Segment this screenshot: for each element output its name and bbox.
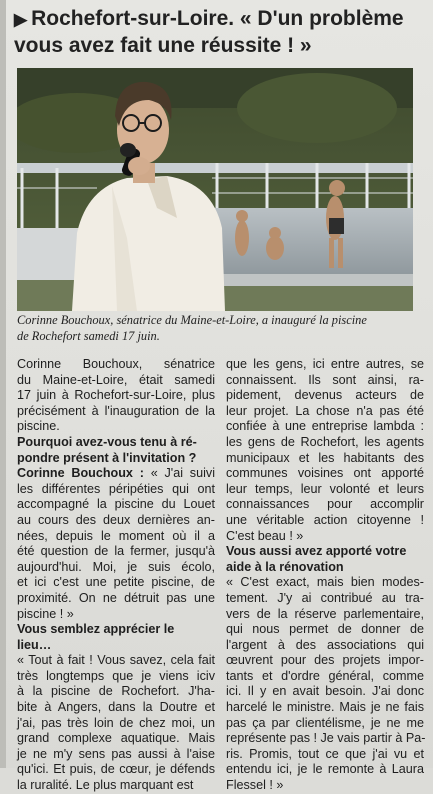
text-line: ici. Il y en avait besoin. J'ai donc bbox=[226, 684, 424, 699]
photo-illustration bbox=[17, 68, 413, 311]
question-line: pondre présent à l'invitation ? bbox=[17, 450, 197, 465]
text-line: l'argent à des associations qui bbox=[226, 637, 424, 652]
question-line: aide à la rénovation bbox=[226, 559, 344, 574]
text-line: tants et d'ordre général, comme bbox=[226, 668, 424, 683]
answer-start: « J'ai suivi bbox=[143, 466, 215, 481]
caption-line-2: de Rochefort samedi 17 juin. bbox=[17, 329, 160, 343]
text-line: que les gens, ici entre autres, se bbox=[226, 357, 424, 371]
question-line: Vous aussi avez apporté votre bbox=[226, 544, 407, 559]
text-line: « Tout à fait ! Vous savez, cela fait bbox=[17, 653, 215, 668]
page-edge bbox=[0, 0, 6, 768]
text-line: communes voisines ont apporté bbox=[226, 466, 424, 481]
text-line: j'ai, pas très loin de chez moi, un bbox=[17, 715, 215, 730]
headline-line-2: vous avez fait une réussite ! » bbox=[14, 34, 312, 57]
text-line: les gens de Rochefort, les agents bbox=[226, 434, 424, 449]
text-line: pas ça par clientélisme, je ne me bbox=[226, 715, 424, 730]
text-line: qu'ici. Et puis, de cœur, je défends bbox=[17, 762, 215, 777]
text-line: la ruralité. Le plus marquant est bbox=[17, 778, 194, 793]
headline-text-1: Rochefort-sur-Loire. « D'un problème bbox=[31, 7, 404, 30]
text-line: bite à Angers, dans la Doutre et bbox=[17, 700, 215, 715]
text-line: confiée à une entreprise lambda : bbox=[226, 419, 424, 434]
speaker-name: Corinne Bouchoux : bbox=[17, 466, 144, 481]
article-headline bbox=[14, 6, 426, 59]
text-line: aujourd'hui. Moi, je suis écolo, bbox=[17, 559, 215, 574]
text-line: précisément à l'inauguration de la bbox=[17, 403, 215, 418]
question-line: lieu… bbox=[17, 637, 52, 652]
text-line: très longtemps que je viens iciv bbox=[17, 668, 215, 683]
text-line: piscine. bbox=[17, 419, 60, 434]
question-line: Vous semblez apprécier le bbox=[17, 622, 175, 637]
headline-line-1 bbox=[14, 6, 426, 33]
text-line: leur projet. La chose n'a pas été bbox=[226, 403, 424, 418]
text-line: piscine ! » bbox=[17, 606, 74, 621]
article-photo bbox=[17, 68, 413, 311]
text-line: connaissances pour accomplir bbox=[226, 497, 424, 512]
text-line: Flessel ! » bbox=[226, 778, 284, 793]
text-line: été question de la fermer, jusqu'à bbox=[17, 544, 215, 559]
text-line: tement. J'y ai contribué au tra- bbox=[226, 590, 424, 605]
text-line: accompagné la piscine du Louet bbox=[17, 497, 215, 512]
text-line: municipaux et les habitants des bbox=[226, 450, 424, 465]
photo-caption bbox=[17, 312, 417, 344]
question-line: Pourquoi avez-vous tenu à ré- bbox=[17, 434, 197, 449]
text-line: du Maine-et-Loire, était samedi bbox=[17, 372, 215, 387]
article-column-right bbox=[226, 357, 424, 794]
text-line: nées, depuis le moment où il a bbox=[17, 528, 215, 543]
text-line: et ici c'est une petite piscine, de bbox=[17, 575, 215, 590]
text-line: proximité. On ne détruit pas une bbox=[17, 590, 215, 605]
text-line: harcelé le ministre. Mais je ne fais bbox=[226, 700, 424, 715]
text-line: C'est beau ! » bbox=[226, 528, 304, 543]
caption-line-1: Corinne Bouchoux, sénatrice du Maine-et-Loire, a inauguré la piscine bbox=[17, 313, 367, 327]
triangle-marker-icon: ▶ bbox=[14, 10, 28, 29]
text-line: leur temps, leur volonté et leurs bbox=[226, 481, 424, 496]
text-line: qui nous permet de donner de bbox=[226, 622, 424, 637]
text-line: vers de la réserve parlementaire, bbox=[226, 606, 424, 621]
article-column-left bbox=[17, 357, 215, 794]
text-line: les différentes péripéties qui ont bbox=[17, 481, 215, 496]
text-line: pidement, devenus acteurs de bbox=[226, 388, 424, 403]
text-line: je ne m'y sens pas aussi à l'aise bbox=[17, 746, 215, 761]
text-line: « C'est exact, mais bien modes- bbox=[226, 575, 424, 590]
text-line: Corinne Bouchoux, sénatrice bbox=[17, 357, 215, 371]
text-line: à la piscine de Rochefort. J'ha- bbox=[17, 684, 215, 699]
text-line: 17 juin à Rochefort-sur-Loire, plus bbox=[17, 388, 215, 403]
text-line: ris. Promis, tout ce que j'ai vu et bbox=[226, 746, 424, 761]
text-line: une véritable action citoyenne ! bbox=[226, 512, 424, 527]
text-line: grand complexe aquatique. Mais bbox=[17, 731, 215, 746]
text-line bbox=[17, 466, 215, 482]
text-line: au cours des deux dernières an- bbox=[17, 512, 215, 527]
text-line: entendu ici, je le remonte à Laura bbox=[226, 762, 424, 777]
text-line: œuvrent pour des projets impor- bbox=[226, 653, 424, 668]
text-line: représente pas ! Je vais partir à Pa- bbox=[226, 731, 426, 746]
text-line: connaissent. Ils sont ainsi, ra- bbox=[226, 372, 424, 387]
